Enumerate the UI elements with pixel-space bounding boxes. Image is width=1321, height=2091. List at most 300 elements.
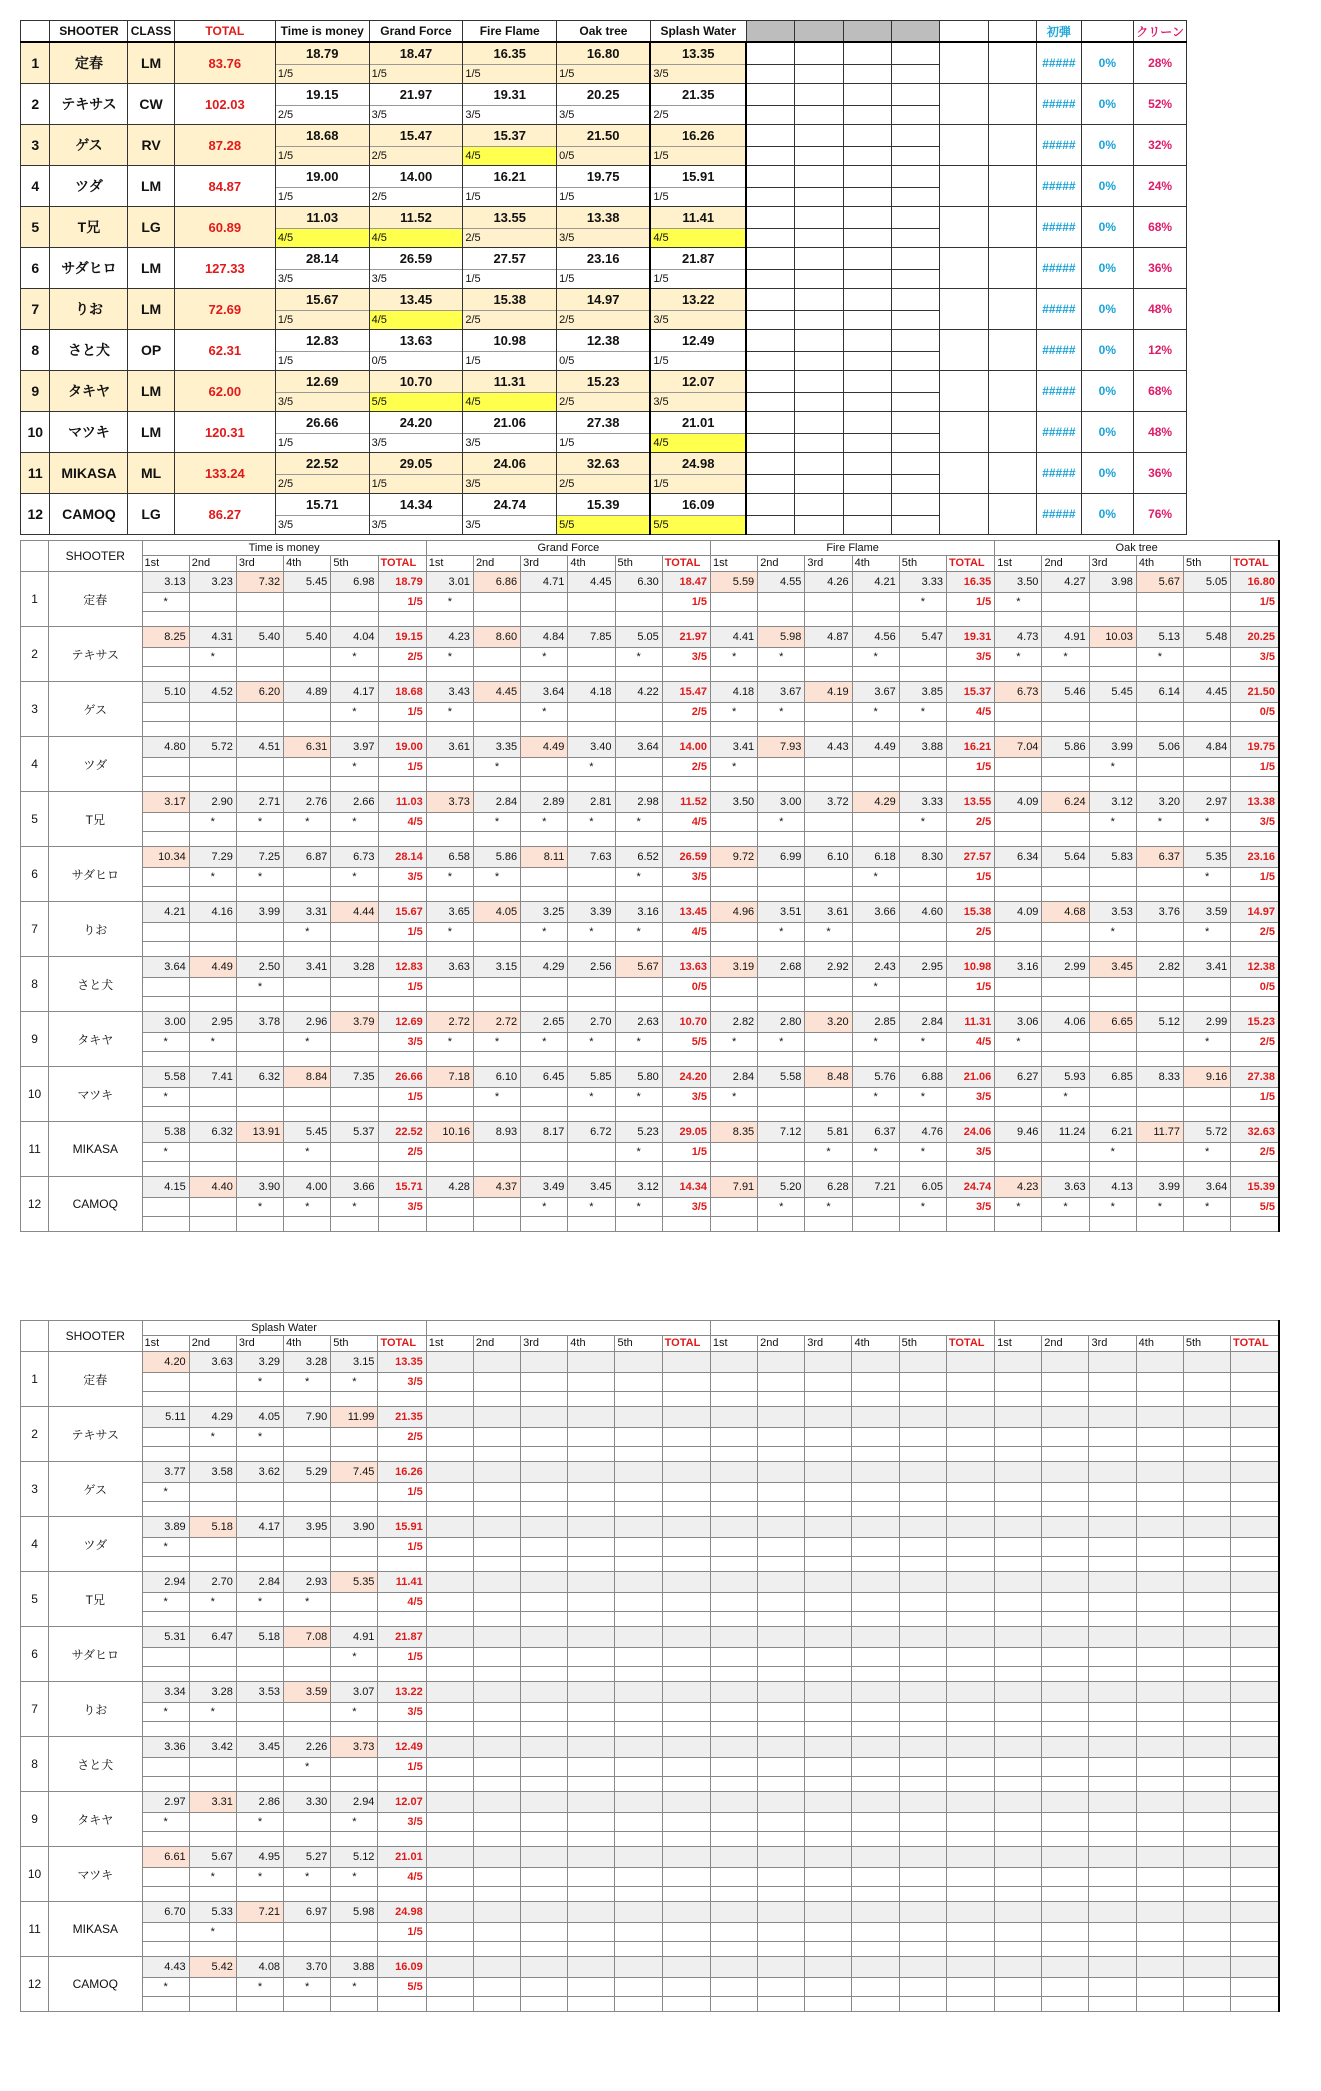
string-time: 5.31 bbox=[142, 1627, 189, 1648]
spacer-cell bbox=[521, 997, 568, 1012]
string-time: 6.52 bbox=[615, 847, 662, 868]
row-number: 9 bbox=[21, 1792, 49, 1847]
string-time: 5.85 bbox=[568, 1067, 615, 1088]
clean-mark: * bbox=[521, 703, 568, 722]
shooter-name: サダヒロ bbox=[49, 847, 142, 902]
string-time: 11.24 bbox=[1042, 1122, 1089, 1143]
spacer-cell bbox=[899, 612, 946, 627]
spacer-cell bbox=[426, 1052, 473, 1067]
empty-cell bbox=[995, 1593, 1042, 1612]
empty-cell bbox=[805, 1627, 852, 1648]
spacer-cell bbox=[1042, 1052, 1089, 1067]
stage-clean-count: 1/5 bbox=[378, 1088, 426, 1107]
string-time: 6.28 bbox=[805, 1177, 852, 1198]
spacer-cell bbox=[1231, 997, 1279, 1012]
clean-mark: * bbox=[852, 1033, 899, 1052]
empty-cell bbox=[615, 1758, 662, 1777]
stage-clean-count: 2/5 bbox=[369, 146, 463, 165]
empty-cell bbox=[568, 1682, 615, 1703]
empty-cell bbox=[795, 105, 843, 124]
stage-clean-count: 1/5 bbox=[1231, 758, 1279, 777]
spacer-cell bbox=[142, 1722, 189, 1737]
stage-time: 16.09 bbox=[650, 494, 746, 516]
string-time: 2.71 bbox=[236, 792, 283, 813]
spacer-cell bbox=[1183, 1777, 1230, 1792]
string-time: 6.65 bbox=[1089, 1012, 1136, 1033]
string-time: 7.63 bbox=[568, 847, 615, 868]
spacer-cell bbox=[236, 667, 283, 682]
string-time: 4.26 bbox=[805, 572, 852, 593]
empty-cell bbox=[946, 1902, 994, 1923]
empty-cell bbox=[746, 166, 794, 188]
empty-cell bbox=[899, 1978, 946, 1997]
spacer-cell bbox=[662, 1392, 710, 1407]
string-time: 3.64 bbox=[615, 737, 662, 758]
spacer-cell bbox=[1042, 1667, 1089, 1682]
string-time: 5.76 bbox=[852, 1067, 899, 1088]
spacer-cell bbox=[662, 1052, 710, 1067]
spacer-cell bbox=[236, 1667, 283, 1682]
header-blank bbox=[891, 21, 939, 43]
shooter-name: さと犬 bbox=[49, 1737, 142, 1792]
spacer-cell bbox=[521, 1667, 568, 1682]
string-time: 6.73 bbox=[995, 682, 1042, 703]
spacer-cell bbox=[805, 1887, 852, 1902]
string-time: 4.87 bbox=[805, 627, 852, 648]
empty-cell bbox=[1089, 1758, 1136, 1777]
clean-mark: * bbox=[142, 1088, 189, 1107]
spacer-cell bbox=[899, 997, 946, 1012]
stage-total: 20.25 bbox=[1231, 627, 1279, 648]
clean-mark: * bbox=[284, 1033, 331, 1052]
empty-cell bbox=[615, 1517, 662, 1538]
spacer-cell bbox=[426, 1777, 473, 1792]
clean-mark bbox=[1089, 648, 1136, 667]
stage-time: 15.47 bbox=[369, 125, 463, 147]
spacer-cell bbox=[568, 1392, 615, 1407]
string-time: 4.49 bbox=[521, 737, 568, 758]
spacer-cell bbox=[284, 1162, 331, 1177]
stage-total: 27.38 bbox=[1231, 1067, 1279, 1088]
clean-mark bbox=[758, 868, 805, 887]
spacer-cell bbox=[236, 997, 283, 1012]
stage-clean-count: 2/5 bbox=[369, 187, 463, 206]
column-header: 1st bbox=[426, 1335, 473, 1351]
spacer-cell bbox=[521, 1162, 568, 1177]
column-header: 1st bbox=[995, 1335, 1042, 1351]
spacer-cell bbox=[852, 612, 899, 627]
header-blank bbox=[1081, 21, 1134, 43]
spacer-cell bbox=[331, 612, 378, 627]
clean-mark bbox=[805, 1033, 852, 1052]
string-time: 5.67 bbox=[189, 1847, 236, 1868]
spacer-cell bbox=[899, 1052, 946, 1067]
empty-cell bbox=[940, 330, 988, 371]
column-header: 4th bbox=[852, 555, 899, 571]
clean-mark bbox=[995, 978, 1042, 997]
string-time: 2.66 bbox=[331, 792, 378, 813]
empty-cell bbox=[940, 289, 988, 330]
empty-cell bbox=[805, 1902, 852, 1923]
spacer-cell bbox=[189, 1942, 236, 1957]
spacer-cell bbox=[284, 722, 331, 737]
clean-mark: * bbox=[615, 648, 662, 667]
clean-mark bbox=[236, 923, 283, 942]
string-time: 5.38 bbox=[142, 1122, 189, 1143]
spacer-cell bbox=[1136, 1447, 1183, 1462]
spacer-cell bbox=[331, 997, 378, 1012]
spacer-cell bbox=[426, 1162, 473, 1177]
spacer-cell bbox=[899, 1557, 946, 1572]
spacer-cell bbox=[662, 1832, 710, 1847]
stage-time: 22.52 bbox=[275, 453, 369, 475]
spacer-cell bbox=[758, 1612, 805, 1627]
spacer-cell bbox=[662, 1722, 710, 1737]
string-time: 4.13 bbox=[1089, 1177, 1136, 1198]
string-time: 5.29 bbox=[284, 1462, 331, 1483]
string-time: 7.21 bbox=[852, 1177, 899, 1198]
empty-cell bbox=[995, 1957, 1042, 1978]
empty-cell bbox=[1089, 1648, 1136, 1667]
string-time: 3.59 bbox=[284, 1682, 331, 1703]
first-shot-value: ##### bbox=[1037, 42, 1081, 84]
stage-total: 14.00 bbox=[662, 737, 710, 758]
spacer-cell bbox=[899, 1502, 946, 1517]
string-time: 11.77 bbox=[1136, 1122, 1183, 1143]
stage-total: 18.68 bbox=[378, 682, 426, 703]
empty-cell bbox=[899, 1957, 946, 1978]
row-number: 4 bbox=[21, 737, 49, 792]
stage-clean-count: 4/5 bbox=[369, 228, 463, 247]
clean-mark bbox=[189, 923, 236, 942]
string-time: 3.31 bbox=[189, 1792, 236, 1813]
string-time: 6.32 bbox=[236, 1067, 283, 1088]
empty-cell bbox=[995, 1428, 1042, 1447]
empty-cell bbox=[843, 248, 891, 270]
clean-mark: * bbox=[142, 1978, 189, 1997]
spacer-cell bbox=[899, 1107, 946, 1122]
row-number: 4 bbox=[21, 1517, 49, 1572]
spacer-cell bbox=[852, 832, 899, 847]
string-time: 3.66 bbox=[331, 1177, 378, 1198]
spacer-cell bbox=[1042, 722, 1089, 737]
clean-mark: * bbox=[236, 1813, 283, 1832]
shooter-name: ツダ bbox=[50, 166, 128, 207]
empty-cell bbox=[426, 1758, 473, 1777]
spacer-cell bbox=[142, 667, 189, 682]
empty-cell bbox=[805, 1923, 852, 1942]
empty-cell bbox=[426, 1923, 473, 1942]
spacer-cell bbox=[852, 1052, 899, 1067]
spacer-cell bbox=[758, 722, 805, 737]
clean-mark: * bbox=[284, 1593, 331, 1612]
clean-mark bbox=[426, 1198, 473, 1217]
empty-cell bbox=[710, 1373, 757, 1392]
clean-mark: * bbox=[615, 1198, 662, 1217]
spacer-cell bbox=[1183, 1502, 1230, 1517]
spacer-cell bbox=[1231, 1557, 1279, 1572]
clean-mark: * bbox=[331, 813, 378, 832]
empty-cell bbox=[473, 1407, 520, 1428]
shooter-class: CW bbox=[128, 84, 174, 125]
clean-mark bbox=[142, 703, 189, 722]
spacer-cell bbox=[236, 1217, 283, 1232]
string-time: 4.95 bbox=[236, 1847, 283, 1868]
string-time: 6.34 bbox=[995, 847, 1042, 868]
stage-clean-count: 3/5 bbox=[369, 269, 463, 288]
empty-cell bbox=[758, 1538, 805, 1557]
stage-clean-count: 5/5 bbox=[378, 1978, 426, 1997]
spacer-cell bbox=[758, 1832, 805, 1847]
empty-cell bbox=[1089, 1407, 1136, 1428]
spacer-cell bbox=[378, 1612, 426, 1627]
column-header: 3rd bbox=[521, 555, 568, 571]
spacer-cell bbox=[615, 1667, 662, 1682]
clean-mark: * bbox=[1042, 1198, 1089, 1217]
empty-cell bbox=[568, 1703, 615, 1722]
spacer-cell bbox=[946, 1832, 994, 1847]
clean-mark bbox=[142, 868, 189, 887]
stage-clean-count: 0/5 bbox=[662, 978, 710, 997]
empty-cell bbox=[1042, 1792, 1089, 1813]
empty-cell bbox=[852, 1572, 899, 1593]
row-number: 10 bbox=[21, 412, 50, 453]
empty-cell bbox=[1183, 1758, 1230, 1777]
empty-cell bbox=[1042, 1462, 1089, 1483]
spacer-cell bbox=[142, 887, 189, 902]
stage-total: 15.38 bbox=[947, 902, 995, 923]
string-time: 6.27 bbox=[995, 1067, 1042, 1088]
shooter-class: LM bbox=[128, 371, 174, 412]
string-time: 7.32 bbox=[236, 572, 283, 593]
clean-mark: * bbox=[236, 1428, 283, 1447]
string-time: 6.98 bbox=[331, 572, 378, 593]
empty-cell bbox=[710, 1957, 757, 1978]
shooter-name: タキヤ bbox=[49, 1012, 142, 1067]
stage-time: 21.35 bbox=[650, 84, 746, 106]
empty-cell bbox=[1136, 1373, 1183, 1392]
spacer-cell bbox=[568, 1832, 615, 1847]
spacer-cell bbox=[236, 887, 283, 902]
spacer-cell bbox=[1089, 1887, 1136, 1902]
empty-cell bbox=[521, 1902, 568, 1923]
stage-total: 12.07 bbox=[378, 1792, 426, 1813]
row-number: 1 bbox=[21, 42, 50, 84]
empty-cell bbox=[843, 269, 891, 288]
string-time: 4.56 bbox=[852, 627, 899, 648]
spacer-cell bbox=[1231, 1107, 1279, 1122]
clean-mark: * bbox=[995, 1033, 1042, 1052]
spacer-cell bbox=[1089, 1777, 1136, 1792]
empty-cell bbox=[988, 330, 1036, 371]
spacer-cell bbox=[758, 1777, 805, 1792]
string-time: 3.41 bbox=[710, 737, 757, 758]
clean-mark bbox=[805, 868, 852, 887]
string-time: 4.37 bbox=[473, 1177, 520, 1198]
clean-mark bbox=[331, 1483, 378, 1502]
stage-time: 15.71 bbox=[275, 494, 369, 516]
clean-mark bbox=[189, 978, 236, 997]
spacer-cell bbox=[331, 1612, 378, 1627]
spacer-cell bbox=[189, 722, 236, 737]
empty-cell bbox=[521, 1538, 568, 1557]
empty-cell bbox=[988, 166, 1036, 207]
empty-cell bbox=[473, 1462, 520, 1483]
empty-cell bbox=[852, 1847, 899, 1868]
header-first-shot: 初弾 bbox=[1037, 21, 1081, 43]
stage-detail-table-2 bbox=[20, 1320, 1280, 2012]
stage-time: 21.01 bbox=[650, 412, 746, 434]
clean-mark bbox=[189, 1648, 236, 1667]
empty-cell bbox=[1231, 1978, 1279, 1997]
header-blank bbox=[746, 21, 794, 43]
empty-cell bbox=[1231, 1517, 1279, 1538]
row-number: 6 bbox=[21, 847, 49, 902]
empty-cell bbox=[615, 1462, 662, 1483]
shooter-class: LG bbox=[128, 494, 174, 535]
clean-mark bbox=[899, 868, 946, 887]
spacer-cell bbox=[378, 832, 426, 847]
spacer-cell bbox=[758, 1887, 805, 1902]
spacer-cell bbox=[284, 612, 331, 627]
empty-cell bbox=[521, 1373, 568, 1392]
clean-mark: * bbox=[568, 813, 615, 832]
stage-clean-count: 3/5 bbox=[275, 269, 369, 288]
first-shot-rate: 0% bbox=[1081, 84, 1134, 125]
string-time: 9.46 bbox=[995, 1122, 1042, 1143]
empty-cell bbox=[1183, 1462, 1230, 1483]
clean-mark bbox=[521, 868, 568, 887]
stage-clean-count: 3/5 bbox=[463, 474, 557, 493]
spacer-cell bbox=[662, 1107, 710, 1122]
empty-cell bbox=[843, 515, 891, 534]
string-time: 3.62 bbox=[236, 1462, 283, 1483]
spacer-cell bbox=[995, 1667, 1042, 1682]
spacer-cell bbox=[378, 1107, 426, 1122]
string-time: 4.76 bbox=[899, 1122, 946, 1143]
stage-time: 12.07 bbox=[650, 371, 746, 393]
empty-cell bbox=[891, 392, 939, 411]
clean-mark: * bbox=[1184, 813, 1231, 832]
shooter-class: LM bbox=[128, 248, 174, 289]
string-time: 3.79 bbox=[331, 1012, 378, 1033]
spacer-cell bbox=[947, 1217, 995, 1232]
empty-cell bbox=[568, 1737, 615, 1758]
string-time: 4.60 bbox=[899, 902, 946, 923]
empty-cell bbox=[758, 1407, 805, 1428]
clean-rate: 48% bbox=[1134, 412, 1187, 453]
clean-mark: * bbox=[521, 1033, 568, 1052]
string-time: 3.15 bbox=[473, 957, 520, 978]
empty-cell bbox=[426, 1352, 473, 1373]
empty-cell bbox=[758, 1923, 805, 1942]
spacer-cell bbox=[284, 1997, 331, 2012]
spacer-cell bbox=[1136, 667, 1183, 682]
empty-cell bbox=[568, 1352, 615, 1373]
stage-clean-count: 4/5 bbox=[275, 228, 369, 247]
empty-cell bbox=[568, 1593, 615, 1612]
empty-cell bbox=[568, 1407, 615, 1428]
spacer-cell bbox=[710, 1777, 757, 1792]
empty-cell bbox=[473, 1352, 520, 1373]
string-time: 4.45 bbox=[473, 682, 520, 703]
spacer-cell bbox=[142, 1997, 189, 2012]
header-shooter: SHOOTER bbox=[50, 21, 128, 43]
first-shot-value: ##### bbox=[1037, 494, 1081, 535]
string-time: 4.23 bbox=[995, 1177, 1042, 1198]
first-shot-rate: 0% bbox=[1081, 207, 1134, 248]
column-header: 2nd bbox=[758, 1335, 805, 1351]
string-time: 4.09 bbox=[995, 792, 1042, 813]
string-time: 4.06 bbox=[1042, 1012, 1089, 1033]
spacer-cell bbox=[852, 722, 899, 737]
column-header: 1st bbox=[426, 555, 473, 571]
empty-cell bbox=[899, 1813, 946, 1832]
stage-total: 27.57 bbox=[947, 847, 995, 868]
shooter-name: MIKASA bbox=[49, 1902, 142, 1957]
string-time: 6.30 bbox=[615, 572, 662, 593]
spacer-cell bbox=[710, 1217, 757, 1232]
stage-title: Splash Water bbox=[142, 1321, 426, 1336]
clean-mark: * bbox=[236, 978, 283, 997]
clean-mark: * bbox=[331, 1648, 378, 1667]
empty-cell bbox=[1231, 1352, 1279, 1373]
row-number: 6 bbox=[21, 1627, 49, 1682]
stage-total: 15.47 bbox=[662, 682, 710, 703]
spacer-cell bbox=[568, 1942, 615, 1957]
empty-cell bbox=[940, 207, 988, 248]
empty-cell bbox=[746, 207, 794, 229]
spacer-cell bbox=[236, 1777, 283, 1792]
spacer-cell bbox=[568, 1447, 615, 1462]
spacer-cell bbox=[378, 612, 426, 627]
column-header: TOTAL bbox=[662, 1335, 710, 1351]
string-time: 4.49 bbox=[189, 957, 236, 978]
spacer-cell bbox=[758, 1997, 805, 2012]
string-time: 2.85 bbox=[852, 1012, 899, 1033]
empty-cell bbox=[758, 1593, 805, 1612]
clean-mark bbox=[142, 1428, 189, 1447]
clean-mark: * bbox=[142, 593, 189, 612]
empty-cell bbox=[1136, 1703, 1183, 1722]
stage-clean-count: 1/5 bbox=[463, 269, 557, 288]
clean-mark bbox=[521, 758, 568, 777]
header-stage4: Oak tree bbox=[557, 21, 651, 43]
spacer-cell bbox=[758, 887, 805, 902]
spacer-cell bbox=[995, 1997, 1042, 2012]
spacer-cell bbox=[189, 777, 236, 792]
spacer-cell bbox=[568, 612, 615, 627]
empty-cell bbox=[568, 1373, 615, 1392]
clean-mark: * bbox=[1089, 813, 1136, 832]
stage-total: 10.98 bbox=[947, 957, 995, 978]
empty-cell bbox=[946, 1758, 994, 1777]
clean-mark bbox=[331, 923, 378, 942]
empty-cell bbox=[568, 1868, 615, 1887]
empty-cell bbox=[568, 1538, 615, 1557]
shooter-name: ゲス bbox=[49, 682, 142, 737]
string-time: 5.27 bbox=[284, 1847, 331, 1868]
empty-cell bbox=[1183, 1593, 1230, 1612]
spacer-cell bbox=[189, 1447, 236, 1462]
empty-cell bbox=[662, 1538, 710, 1557]
empty-cell bbox=[521, 1703, 568, 1722]
clean-mark bbox=[710, 813, 757, 832]
empty-cell bbox=[891, 105, 939, 124]
empty-cell bbox=[891, 330, 939, 352]
empty-cell bbox=[473, 1758, 520, 1777]
empty-cell bbox=[1089, 1572, 1136, 1593]
